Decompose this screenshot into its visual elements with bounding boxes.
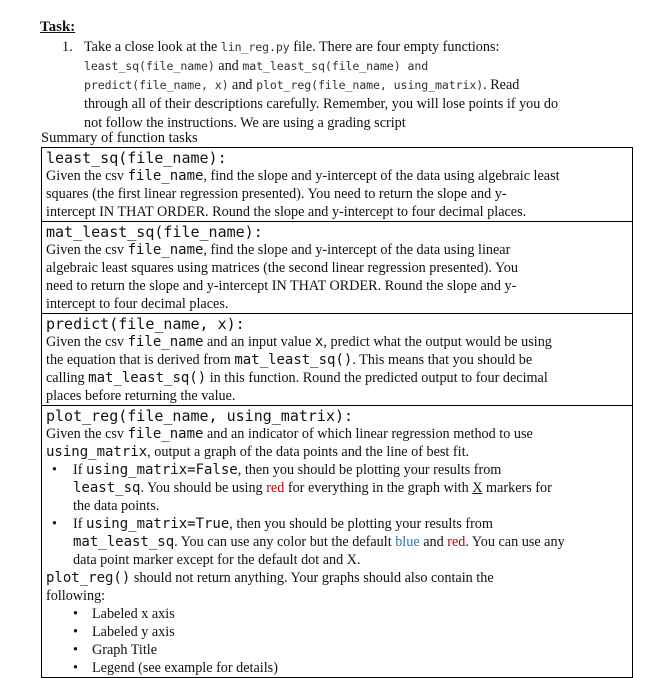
bullet-item: • If using_matrix=False, then you should be plotting your results from bbox=[52, 462, 502, 478]
bullet-icon: • bbox=[73, 624, 78, 640]
bullet-icon: • bbox=[52, 462, 57, 478]
function-signature: least_sq(file_name): bbox=[46, 149, 227, 167]
task-line: predict(file_name, x) and plot_reg(file_name, using_matrix). Read bbox=[84, 77, 520, 93]
bullet-item-continued: least_sq. You should be using red for everything in the graph with X markers for bbox=[73, 480, 552, 496]
requirement-item: • Legend (see example for details) bbox=[73, 660, 278, 676]
description-line: places before returning the value. bbox=[46, 388, 236, 404]
task-list bbox=[62, 38, 637, 133]
description-line: the equation that is derived from mat_least_sq(). This means that you should be bbox=[46, 352, 533, 368]
description-line: algebraic least squares using matrices (the second linear regression presented). You bbox=[46, 260, 518, 276]
summary-row-predict bbox=[42, 313, 632, 405]
bullet-icon: • bbox=[73, 660, 78, 676]
function-signature: predict(file_name, x): bbox=[46, 315, 245, 333]
bullet-item-continued: mat_least_sq. You can use any color but the default blue and red. You can use any bbox=[73, 534, 565, 550]
bullet-icon: • bbox=[52, 516, 57, 532]
bullet-item-continued: the data points. bbox=[73, 498, 160, 514]
description-line: Given the csv file_name, find the slope and y-intercept of the data using algebraic least bbox=[46, 168, 560, 184]
function-signature: plot_reg(file_name, using_matrix): bbox=[46, 407, 354, 425]
requirement-item: • Graph Title bbox=[73, 642, 158, 658]
task-line: through all of their descriptions carefully. Remember, you will lose points if you do bbox=[84, 96, 559, 112]
summary-row-mat-least-sq bbox=[42, 221, 632, 313]
task-line: not follow the instructions. We are using a grading script bbox=[84, 115, 406, 131]
description-line: using_matrix, output a graph of the data points and the line of best fit. bbox=[46, 444, 470, 460]
description-line: Given the csv file_name, find the slope and y-intercept of the data using linear bbox=[46, 242, 511, 258]
description-line: need to return the slope and y-intercept IN THAT ORDER. Round the slope and y- bbox=[46, 278, 517, 294]
requirement-item: • Labeled y axis bbox=[73, 624, 175, 640]
description-line: squares (the first linear regression presented). You need to return the slope and y- bbox=[46, 186, 507, 202]
description-line: intercept to four decimal places. bbox=[46, 296, 229, 312]
description-line: calling mat_least_sq() in this function. Round the predicted output to four decimal bbox=[46, 370, 548, 386]
task-line: Take a close look at the lin_reg.py file. There are four empty functions: bbox=[84, 39, 500, 55]
description-line: intercept IN THAT ORDER. Round the slope and y-intercept to four decimal places. bbox=[46, 204, 527, 220]
bullet-item-continued: data point marker except for the default dot and X. bbox=[73, 552, 361, 568]
description-line: Given the csv file_name and an input value x, predict what the output would be using bbox=[46, 334, 552, 350]
description-line: following: bbox=[46, 588, 106, 604]
task-heading: Task: bbox=[40, 19, 76, 35]
description-line: Given the csv file_name and an indicator of which linear regression method to use bbox=[46, 426, 533, 442]
bullet-icon: • bbox=[73, 642, 78, 658]
description-line: plot_reg() should not return anything. Your graphs should also contain the bbox=[46, 570, 494, 586]
summary-row-least-sq bbox=[42, 148, 632, 221]
summary-table bbox=[41, 147, 633, 678]
summary-row-plot-reg bbox=[42, 405, 632, 677]
function-signature: mat_least_sq(file_name): bbox=[46, 223, 263, 241]
bullet-icon: • bbox=[73, 606, 78, 622]
list-number: 1. bbox=[62, 39, 73, 55]
bullet-item: • If using_matrix=True, then you should be plotting your results from bbox=[52, 516, 493, 532]
task-line: least_sq(file_name) and mat_least_sq(file_name) and bbox=[84, 58, 429, 74]
requirement-item: • Labeled x axis bbox=[73, 606, 175, 622]
summary-label: Summary of function tasks bbox=[41, 130, 198, 146]
